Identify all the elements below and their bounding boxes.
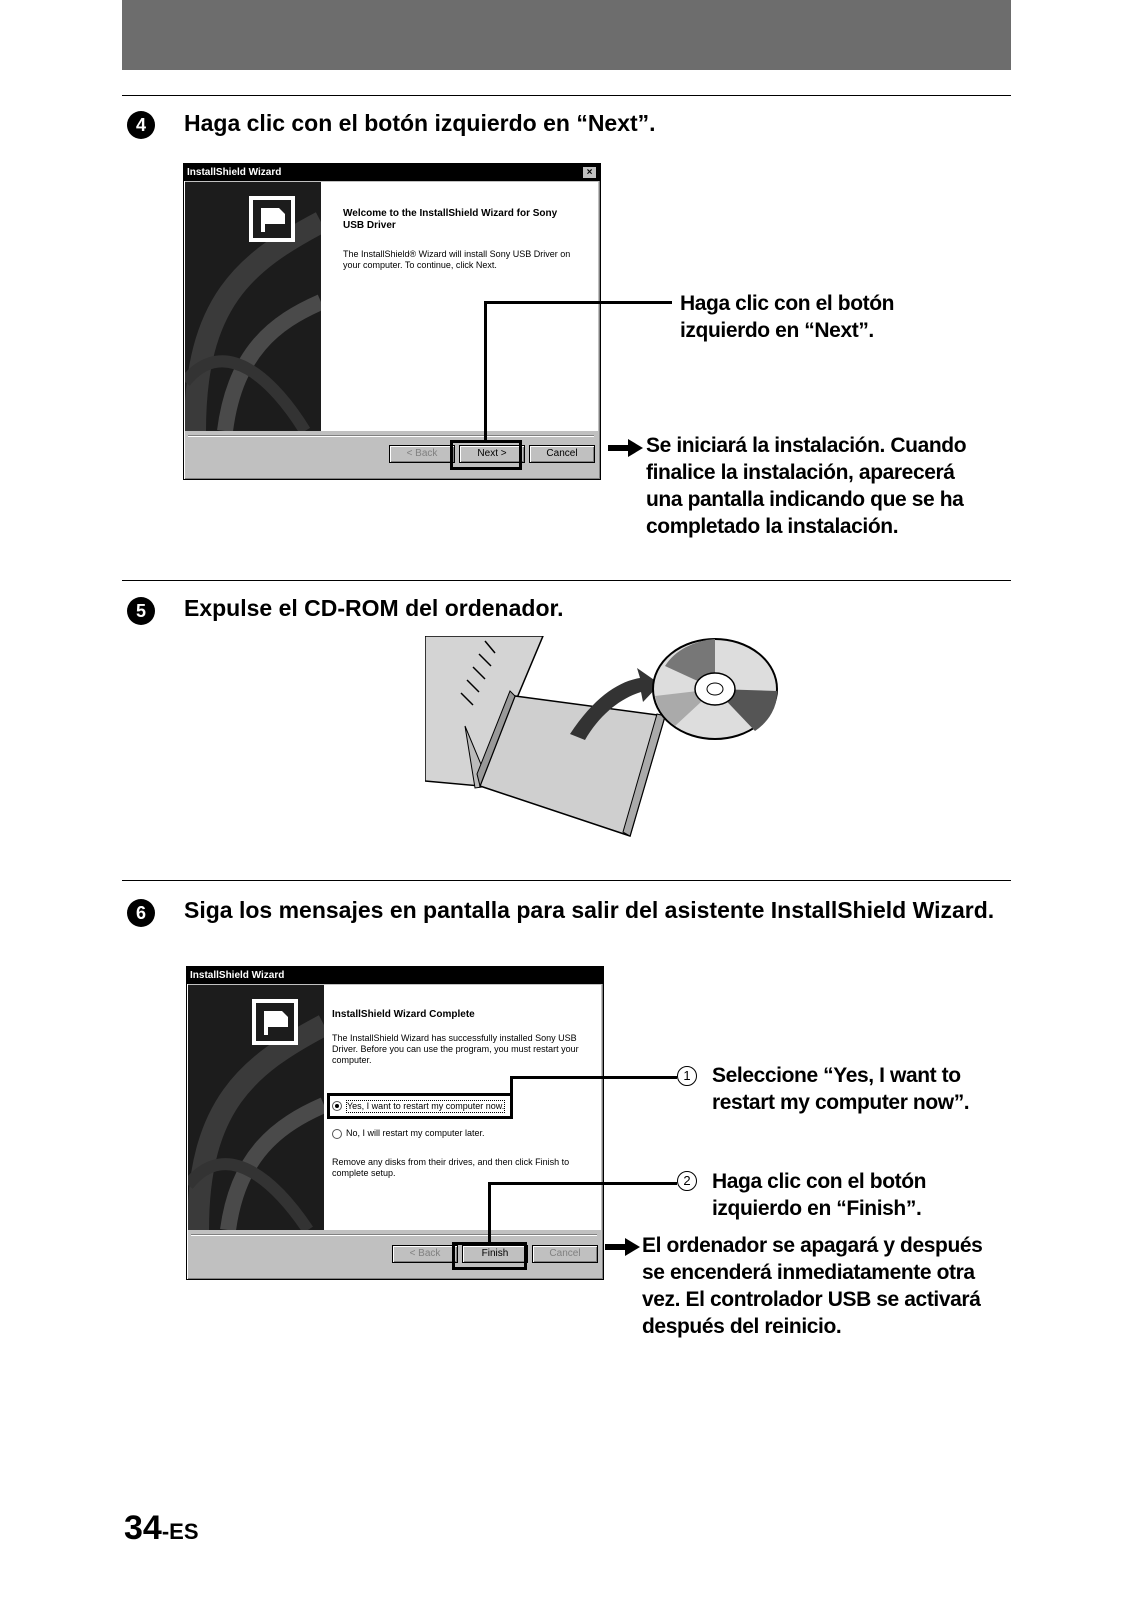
leader-line-horizontal <box>510 1076 677 1079</box>
wizard-content <box>321 182 598 431</box>
section-divider <box>122 880 1011 881</box>
wizard-side-graphic <box>188 985 324 1230</box>
step-number: 4 <box>127 111 155 139</box>
callout-number: 1 <box>677 1066 697 1086</box>
arrow-right-icon <box>605 1237 641 1257</box>
leader-line-vertical <box>488 1182 491 1244</box>
close-icon[interactable]: × <box>582 166 597 179</box>
back-button[interactable]: < Back <box>389 445 455 463</box>
window-titlebar <box>184 164 600 181</box>
step-title: Siga los mensajes en pantalla para salir del asistente InstallShield Wizard. <box>184 897 995 923</box>
cancel-button[interactable]: Cancel <box>532 1245 598 1263</box>
yes-option-highlight-box <box>327 1093 513 1119</box>
window-title: InstallShield Wizard <box>190 970 285 981</box>
section-divider <box>122 580 1011 581</box>
finish-highlight-box <box>452 1242 527 1270</box>
result-text: Se iniciará la instalación. Cuando finalice la instalación, aparecerá una pantalla indicando que se ha completado la instalación. <box>646 434 967 538</box>
window-titlebar <box>187 967 603 984</box>
leader-line-horizontal <box>484 301 672 304</box>
section-divider <box>122 95 1011 96</box>
result-text: El ordenador se apagará y después se encenderá inmediatamente otra vez. El controlador USB se activará después del reinicio. <box>642 1234 983 1338</box>
callout-number: 2 <box>677 1171 697 1191</box>
page-number-value: 34 <box>124 1509 162 1547</box>
installshield-window-complete <box>186 966 604 1280</box>
wizard-heading: InstallShield Wizard Complete <box>332 1009 475 1020</box>
step-title: Haga clic con el botón izquierdo en “Next”. <box>184 110 656 136</box>
wizard-description: The InstallShield Wizard has successfully installed Sony USB Driver. Before you can use the program, you must restart your computer. <box>332 1033 579 1065</box>
cd-eject-illustration <box>425 636 800 841</box>
radio-unselected-icon[interactable] <box>332 1129 342 1139</box>
step-number: 5 <box>127 597 155 625</box>
finish-button[interactable]: Finish <box>462 1245 528 1263</box>
cancel-button[interactable]: Cancel <box>529 445 595 463</box>
step-title: Expulse el CD-ROM del ordenador. <box>184 595 564 621</box>
installshield-window-welcome <box>183 163 601 480</box>
language-code: -ES <box>161 1519 199 1544</box>
next-button[interactable]: Next > <box>459 445 525 463</box>
leader-line-vertical <box>510 1076 513 1100</box>
header-bar <box>122 0 1011 70</box>
page-number <box>124 1508 199 1552</box>
callout-click-finish: Haga clic con el botón izquierdo en “Finish”. <box>712 1170 927 1220</box>
wizard-heading: Welcome to the InstallShield Wizard for Sony USB Driver <box>343 208 558 231</box>
leader-line-vertical <box>484 301 487 441</box>
step-number: 6 <box>127 899 155 927</box>
button-separator <box>191 1234 597 1236</box>
wizard-swirl-graphic <box>185 182 321 431</box>
arrow-right-icon <box>608 438 644 458</box>
wizard-swirl-graphic <box>188 985 324 1230</box>
next-highlight-box <box>450 440 522 470</box>
wizard-note: Remove any disks from their drives, and then click Finish to complete setup. <box>332 1157 570 1178</box>
leader-line-horizontal <box>488 1182 677 1185</box>
wizard-side-graphic <box>185 182 321 431</box>
wizard-description: The InstallShield® Wizard will install Sony USB Driver on your computer. To continue, click Next. <box>343 249 571 270</box>
radio-yes-label: Yes, I want to restart my computer now. <box>347 1101 505 1111</box>
callout-select-yes: Seleccione “Yes, I want to restart my computer now”. <box>712 1064 970 1114</box>
back-button[interactable]: < Back <box>392 1245 458 1263</box>
window-title: InstallShield Wizard <box>187 167 282 178</box>
button-separator <box>188 435 594 437</box>
callout-next: Haga clic con el botón izquierdo en “Next”. <box>680 292 895 342</box>
radio-no-label: No, I will restart my computer later. <box>346 1128 485 1138</box>
